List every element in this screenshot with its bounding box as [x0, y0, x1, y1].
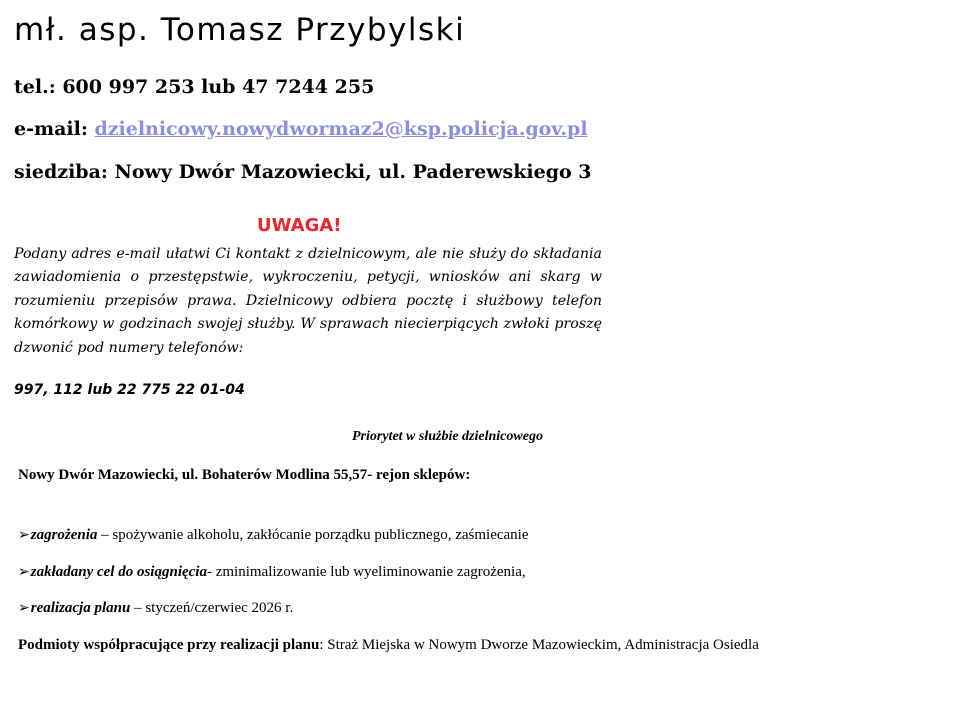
- plan-item-goal: [18, 564, 526, 581]
- email-link[interactable]: dzielnicowy.nowydwormaz2@ksp.policja.gov.pl: [94, 118, 588, 140]
- arrow-bullet-icon: ➢: [18, 527, 30, 543]
- plan-item-text: – spożywanie alkoholu, zakłócanie porządku publicznego, zaśmiecanie: [97, 527, 529, 543]
- office-address: siedziba: Nowy Dwór Mazowiecki, ul. Paderewskiego 3: [14, 161, 592, 183]
- plan-item-text: – styczeń/czerwiec 2026 r.: [130, 600, 294, 616]
- plan-item-schedule: [18, 600, 293, 617]
- plan-item-threats: [18, 527, 529, 544]
- plan-item-text: - zminimalizowanie lub wyeliminowanie zagrożenia,: [206, 564, 526, 580]
- partners-text: : Straż Miejska w Nowym Dworze Mazowieckim, Administracja Osiedla: [319, 637, 759, 653]
- emergency-numbers: 997, 112 lub 22 775 22 01-04: [14, 382, 245, 398]
- plan-item-key: zakładany cel do osiągnięcia: [30, 564, 207, 580]
- warning-text: Podany adres e-mail ułatwi Ci kontakt z dzielnicowym, ale nie służy do składania zawiadomienia o przestępstwie, wykroczeniu, petycji, wniosków ani skarg w rozumieniu przepisów prawa. Dzielnicowy odbiera pocztę i służbowy telefon komórkowy w godzinach swojej służby. W sprawach niecierpiących zwłoki proszę dzwonić pod numery telefonów:: [14, 246, 602, 356]
- partners-line: [18, 637, 759, 654]
- arrow-bullet-icon: ➢: [18, 600, 30, 616]
- email-line: [14, 118, 588, 140]
- officer-name: mł. asp. Tomasz Przybylski: [14, 12, 466, 48]
- phone-line: tel.: 600 997 253 lub 47 7244 255: [14, 76, 375, 98]
- plan-item-key: realizacja planu: [30, 600, 131, 616]
- partners-key: Podmioty współpracujące przy realizacji planu: [18, 637, 320, 653]
- priority-title: Priorytet w służbie dzielnicowego: [352, 429, 543, 444]
- plan-item-key: zagrożenia: [30, 527, 98, 543]
- email-separator: :: [80, 118, 95, 140]
- email-label: e-mail: [14, 118, 81, 140]
- priority-area: Nowy Dwór Mazowiecki, ul. Bohaterów Modlina 55,57- rejon sklepów:: [18, 467, 471, 483]
- arrow-bullet-icon: ➢: [18, 564, 30, 580]
- warning-title: UWAGA!: [257, 215, 342, 236]
